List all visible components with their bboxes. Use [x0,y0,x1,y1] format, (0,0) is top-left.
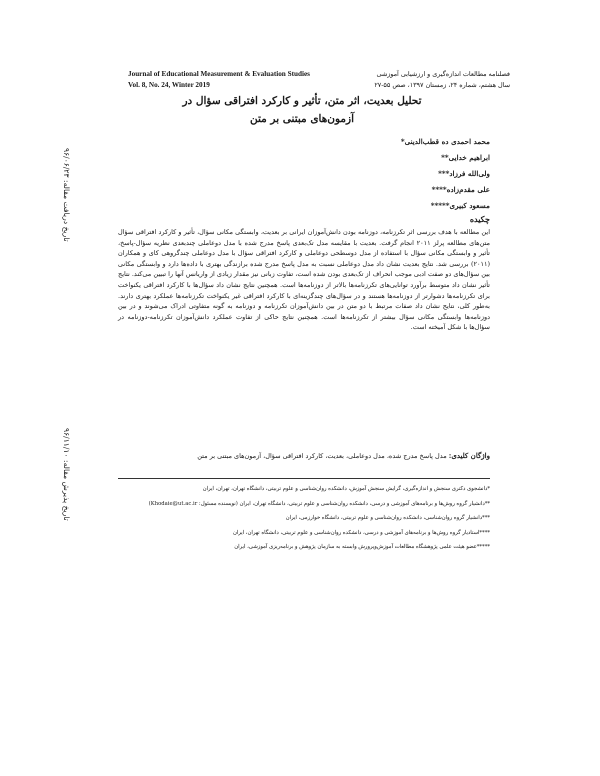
footnote: **دانشیار گروه روش‌ها و برنامه‌های آموزشی و درسی، دانشکده روان‌شناسی و علوم تربیتی، دانشگاه تهران، ایران (نویسنده مسئول: Khodaie@ut.ac.ir) [148,500,490,507]
issue-info-fa: سال هشتم، شماره ۲۴، زمستان ۱۳۹۷، صص ۵۵-۲۷ [374,81,510,89]
journal-title-en: Journal of Educational Measurement & Evaluation Studies [128,70,310,78]
author-name: محمد احمدی ده قطب‌الدینی* [400,137,490,146]
abstract-body: این مطالعه با هدف بررسی اثر تکرزنامه، دوزنامه بودن دانش‌آموزان ایرانی بر بعدیت، وابستگی مکانی سؤال، تأثیر و کارکرد افتراقی سؤال متن‌های مطالعه پرلز ۲۰۱۱ انجام گرفت. بعدیت با مقایسه مدل تک‌بعدی پاسخ مدرج شده با مدل دوعاملی چندبعدی نظریه سؤال-پاسخ، تأثیر و وابستگی مکانی سؤال با استفاده از مدل دوسطحی دوعاملی و کارکرد افتراقی سؤال با مدل دوعاملی چندگروهی کای و همکاران (۲۰۱۱) بررسی شد. نتایج بعدیت نشان داد مدل دوعاملی نسبت به مدل پاسخ مدرج شده برازندگی بهتری با داده‌ها دارد و وابستگی مکانی بین سؤال‌های دو صفت ادبی موجب انحراف از تک‌بعدی بودن شده است، تفاوت زبانی نیز مقدار زیادی از واریانس آنها را تبیین می‌کند. نتایج تأثیر نشان داد متوسط برآورد توانایی‌های تکرزنامه‌ها بالاتر از دوزنامه‌ها است. همچنین نتایج نشان داد سؤال‌ها با کارکرد افتراقی یکنواخت برای تکرزنامه‌ها دشوارتر از دوزنامه‌ها هستند و در سؤال‌های چندگزینه‌ای با کارکرد افتراقی غیر یکنواخت تکرزنامه‌ها عملکرد بهتری دارند. به‌طور کلی، نتایج نشان داد صفات مرتبط با دو متن در بین دانش‌آموزان تکرزنامه و دوزنامه به گونه متفاوتی ادراک می‌شوند و در بین دوزنامه‌ها وابستگی مکانی سؤال بیشتر از تکرزنامه‌ها است. همچنین نتایج حاکی از تفاوت عملکرد دانش‌آموزان تکرزنامه-دوزنامه در سؤال‌ها با شکل آمیخته است. [118,228,490,332]
author-name: ابراهیم خدایی** [441,153,490,162]
author-list [401,134,490,214]
issue-info-en: Vol. 8, No. 24, Winter 2019 [128,81,210,89]
footnote-divider [118,478,490,479]
footnote: ****استادیار گروه روش‌ها و برنامه‌های آموزشی و درسی، دانشکده روان‌شناسی و علوم تربیتی، دانشگاه تهران، ایران [232,529,490,536]
received-date: تاریخ دریافت مقاله: ۹۶/۰۶/۲۳ [62,148,71,242]
author-name: علی مقدم‌زاده**** [431,185,490,194]
abstract-heading: چکیده [469,214,490,224]
author-name: مسعود کبیری***** [430,201,490,210]
keywords-label: واژگان کلیدی: [448,451,490,460]
keywords [118,451,490,462]
footnote: *****عضو هیئت علمی پژوهشگاه مطالعات آموزش‌وپرورش وابسته به سازمان پژوهش و برنامه‌ریزی آموزشی، ایران [234,544,490,551]
footnotes [118,485,490,558]
paper-title-line-2: آزمون‌های مبتنی بر متن [249,113,355,125]
author-name: ولی‌الله فرزاد*** [438,169,490,178]
footnote: *دانشجوی دکتری سنجش و اندازه‌گیری، گرایش سنجش آموزش، دانشکده روان‌شناسی و علوم تربیتی، دانشگاه تهران، تهران، ایران [202,486,490,492]
paper-title-line-1: تحلیل بعدیت، اثر متن، تأثیر و کارکرد افتراقی سؤال در [182,95,422,107]
journal-title-fa: فصلنامه مطالعات اندازه‌گیری و ارزشیابی آموزشی [376,70,510,78]
keywords-text: مدل پاسخ مدرج شده، مدل دوعاملی، بعدیت، کارکرد افتراقی سؤال، آزمون‌های مبتنی بر متن [197,452,447,460]
footnote: ***دانشیار گروه روان‌شناسی، دانشکده روان‌شناسی و علوم تربیتی، دانشگاه خوارزمی، ایران [285,515,490,522]
accepted-date: تاریخ پذیرش مقاله: ۹۶/۱۱/۱۰ [62,428,71,521]
